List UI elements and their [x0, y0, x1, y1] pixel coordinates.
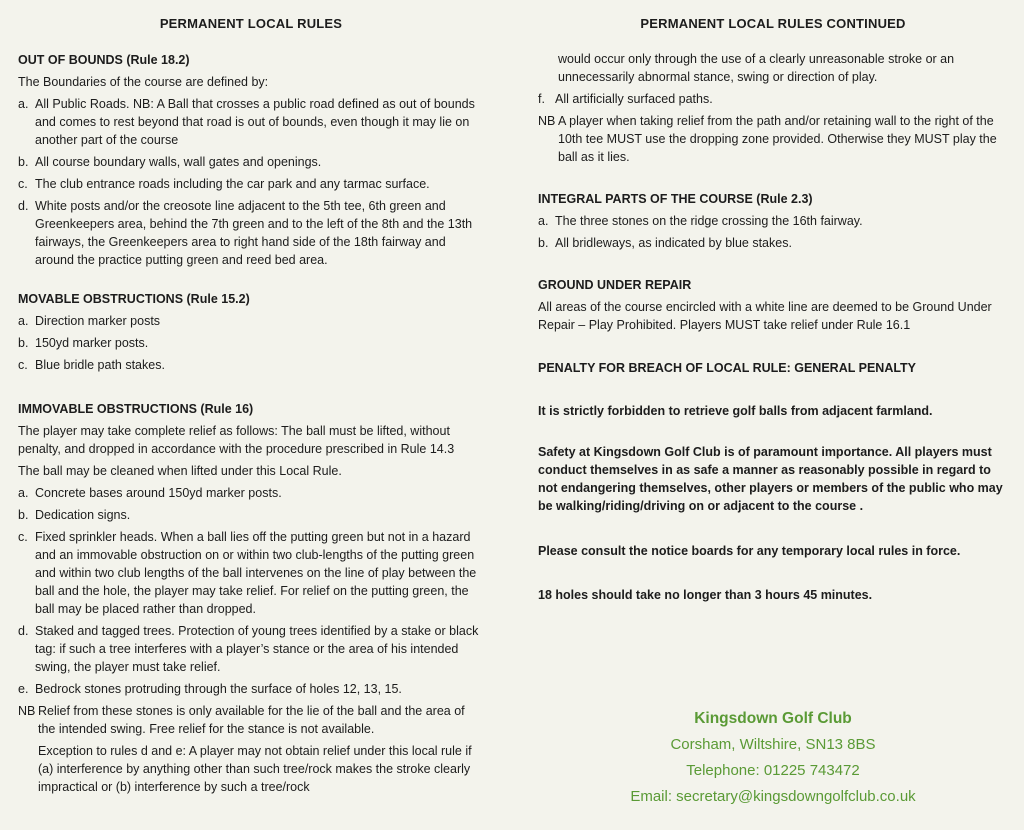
club-address: Corsham, Wiltshire, SN13 8BS [670, 736, 876, 753]
safety-text: Safety at Kingsdown Golf Club is of paramount importance. All players must conduct themselves in as safe a manner as reasonably possible in regard to not endangering themselves, other players or members of the public who may be walking/riding/driving on or adjacent to the course . [538, 445, 1003, 513]
club-telephone: Telephone: 01225 743472 [686, 762, 860, 779]
list-item [18, 622, 484, 676]
item-label: b. [538, 236, 549, 250]
list-item [18, 506, 484, 524]
pace-of-play-notice [538, 586, 1008, 604]
list-item [18, 153, 484, 171]
list-item [18, 356, 484, 374]
item-text: White posts and/or the creosote line adjacent to the 5th tee, 6th green and Greenkeepers area, behind the 7th green and to the left of the 8th and the 13th fairways, the Greenkeepers area to right hand side of the 18th fairway and around the practice putting green and reed bed area. [35, 199, 473, 267]
item-text: Concrete bases around 150yd marker posts. [35, 486, 282, 500]
ground-under-repair-section [538, 278, 1008, 338]
list-item [18, 175, 484, 193]
item-label: d. [18, 624, 29, 638]
section-heading: INTEGRAL PARTS OF THE COURSE (Rule 2.3) [538, 192, 813, 206]
list-item [18, 312, 484, 330]
nb-label: NB [538, 114, 556, 128]
nb-label: NB [18, 704, 36, 718]
section-heading: GROUND UNDER REPAIR [538, 278, 692, 292]
item-text: Bedrock stones protruding through the surface of holes 12, 13, 15. [35, 682, 402, 696]
farmland-notice [538, 402, 1008, 420]
item-label: b. [18, 508, 29, 522]
item-text: Direction marker posts [35, 314, 161, 328]
list-item [18, 334, 484, 352]
section-heading: OUT OF BOUNDS (Rule 18.2) [18, 53, 190, 67]
item-label: b. [18, 336, 29, 350]
list-item [538, 234, 1008, 252]
item-label: f. [538, 92, 545, 106]
item-label: a. [18, 97, 29, 111]
club-name: Kingsdown Golf Club [694, 710, 852, 727]
item-text: 150yd marker posts. [35, 336, 149, 350]
right-column [538, 0, 1008, 830]
list-item [538, 90, 1008, 108]
out-of-bounds-section [18, 53, 484, 273]
club-contact [538, 709, 1008, 813]
safety-notice [538, 443, 1008, 515]
movable-obstructions-section [18, 292, 484, 378]
item-text: All course boundary walls, wall gates and openings. [35, 155, 322, 169]
penalty-heading: PENALTY FOR BREACH OF LOCAL RULE: GENERAL PENALTY [538, 361, 917, 375]
item-text: Blue bridle path stakes. [35, 358, 165, 372]
nb-text: A player when taking relief from the path and/or retaining wall to the right of the 10th tee MUST use the dropping zone provided. Otherwise they MUST play the ball as it lies. [558, 114, 997, 164]
nb-note [18, 702, 484, 738]
section-intro-2: The ball may be cleaned when lifted under this Local Rule. [18, 464, 342, 478]
list-item [18, 484, 484, 502]
list-item [18, 197, 484, 269]
notice-boards-notice [538, 542, 1008, 560]
section-text: All areas of the course encircled with a white line are deemed to be Ground Under Repair – Play Prohibited. Players MUST take relief under Rule 16.1 [538, 300, 992, 332]
nb-text: Relief from these stones is only available for the lie of the ball and the area of the intended swing. Free relief for the stance is not available. [38, 704, 465, 736]
item-label: d. [18, 199, 29, 213]
left-title: PERMANENT LOCAL RULES [159, 16, 343, 31]
continued-text: would occur only through the use of a clearly unreasonable stroke or an unnecessarily abnormal stance, swing or direction of play. [558, 52, 955, 84]
item-label: a. [538, 214, 549, 228]
section-intro: The Boundaries of the course are defined by: [18, 75, 269, 89]
nb-note [538, 112, 1008, 166]
item-text: The club entrance roads including the car park and any tarmac surface. [35, 177, 430, 191]
item-text: The three stones on the ridge crossing the 16th fairway. [555, 214, 863, 228]
section-heading: MOVABLE OBSTRUCTIONS (Rule 15.2) [18, 292, 250, 306]
club-email: Email: secretary@kingsdowngolfclub.co.uk [630, 788, 916, 805]
exception-text: Exception to rules d and e: A player may not obtain relief under this local rule if (a) interference by anything other than such tree/rock makes the stroke clearly impractical or (b) interference by such a tree/rock [38, 744, 472, 794]
list-item [18, 95, 484, 149]
list-item [18, 680, 484, 698]
penalty-section [538, 361, 1008, 381]
item-label: e. [18, 682, 29, 696]
pace-text: 18 holes should take no longer than 3 hours 45 minutes. [538, 588, 873, 602]
item-text: All Public Roads. NB: A Ball that crosses a public road defined as out of bounds and comes to rest beyond that road is out of bounds, even though it may lie on another part of the course [35, 97, 475, 147]
notice-text: Please consult the notice boards for any temporary local rules in force. [538, 544, 961, 558]
item-text: Fixed sprinkler heads. When a ball lies off the putting green but not in a hazard and an immovable obstruction on or within two club-lengths of the putting green and within two club lengths of the ball intervenes on the line of play between the ball and the hole, the player may take relief. For relief on the putting green, the ball may be placed rather than dropped. [35, 530, 477, 616]
integral-parts-section [538, 192, 1008, 256]
list-item [538, 212, 1008, 230]
item-label: b. [18, 155, 29, 169]
section-heading: IMMOVABLE OBSTRUCTIONS (Rule 16) [18, 402, 254, 416]
right-title: PERMANENT LOCAL RULES CONTINUED [640, 16, 906, 31]
item-label: c. [18, 177, 28, 191]
left-column [18, 0, 484, 830]
continued-section [538, 50, 1008, 170]
section-intro: The player may take complete relief as follows: The ball must be lifted, without penalty, and dropped in accordance with the procedure prescribed in Rule 14.3 [18, 424, 455, 456]
farmland-text: It is strictly forbidden to retrieve golf balls from adjacent farmland. [538, 404, 933, 418]
item-text: All artificially surfaced paths. [555, 92, 713, 106]
item-text: Staked and tagged trees. Protection of young trees identified by a stake or black tag: if such a tree interferes with a player’s stance or the area of his intended swing, the player must take relief. [35, 624, 479, 674]
item-label: a. [18, 486, 29, 500]
immovable-obstructions-section [18, 402, 484, 800]
item-text: Dedication signs. [35, 508, 131, 522]
item-label: a. [18, 314, 29, 328]
item-label: c. [18, 358, 28, 372]
list-item [18, 528, 484, 618]
item-text: All bridleways, as indicated by blue stakes. [555, 236, 792, 250]
item-label: c. [18, 530, 28, 544]
